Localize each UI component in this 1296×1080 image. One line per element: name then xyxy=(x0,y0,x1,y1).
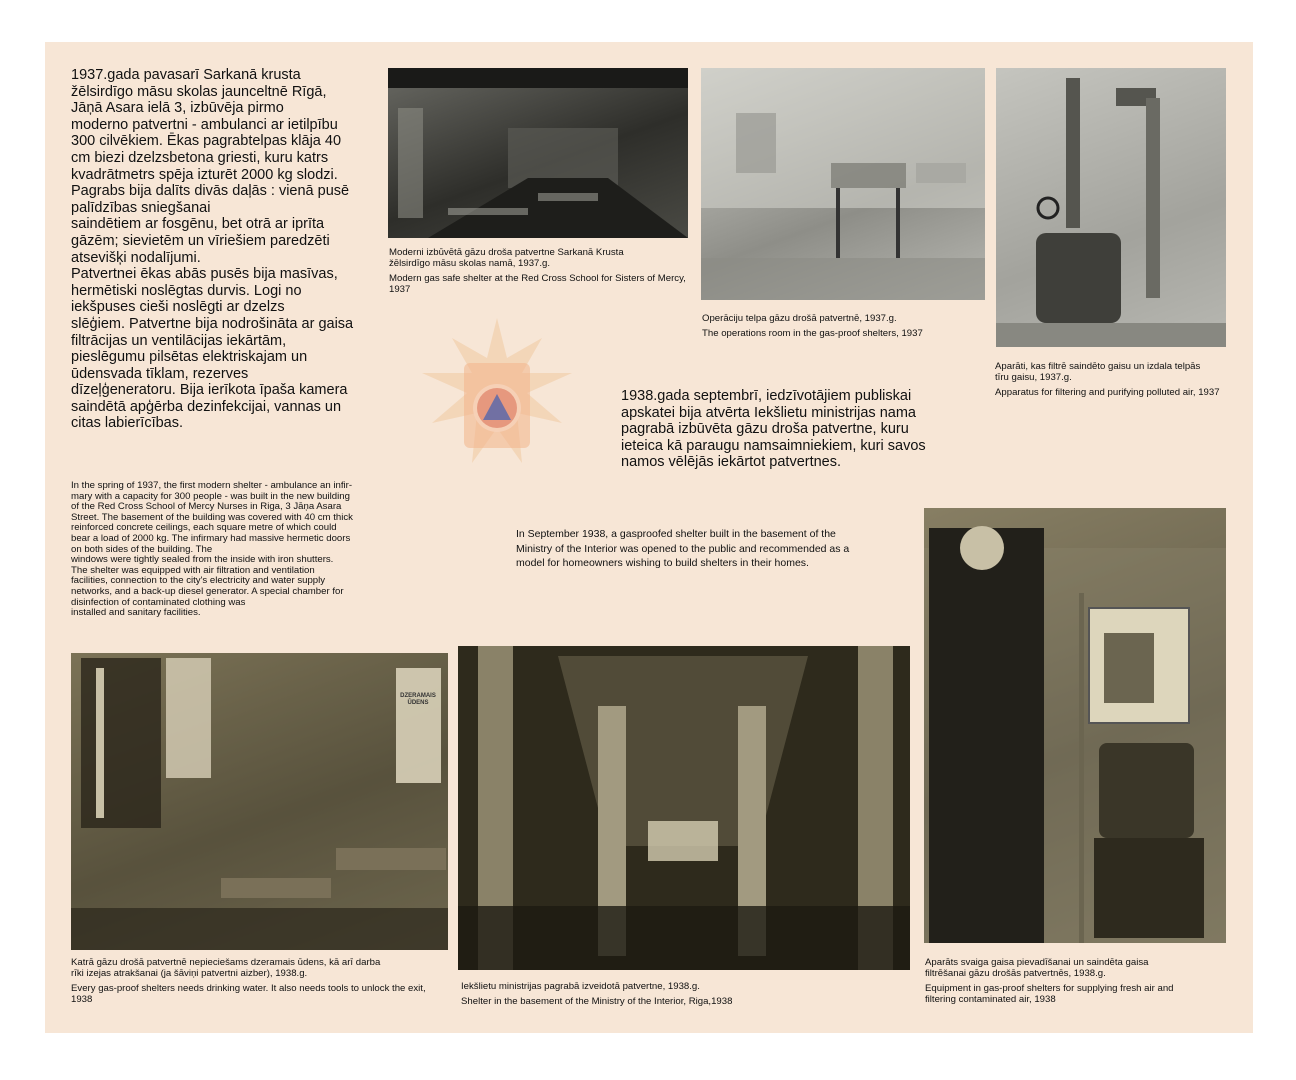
photo-drinking-water-tools xyxy=(71,653,448,950)
photo-shelter-red-cross-school xyxy=(388,68,688,238)
caption-photo2: Operāciju telpa gāzu drošā patvertnē, 1937.g. The operations room in the gas-proof shelters, 1937 xyxy=(702,313,923,339)
photo-ministry-shelter-corridor xyxy=(458,646,910,970)
intro-text-lv: 1937.gada pavasarī Sarkanā krusta žēlsirdīgo māsu skolas jaunceltnē Rīgā, Jāņā Asara ielā 3, izbūvēja pirmo moderno patvertni - ambulanci ar ietilpību 300 cilvēkiem. Ēkas pagrabtelpas klāja 40 cm biezi dzelzsbetona griesti, kuru katrs kvadrātmetrs spēja izturēt 2000 kg slodzi. Pagrabs bija dalīts divās daļās : vienā pusē palīdzības sniegšanai saindētiem ar fosgēnu, bet otrā ar iprīta gāzēm; sievietēm un vīriešiem paredzēti atsevišķi nodalījumi. Patvertnei ēkas abās pusēs bija masīvas, hermētiski noslēgtas durvis. Logi no iekšpuses cieši noslēgti ar dzelzs slēģiem. Patvertne bija nodrošināta ar gaisa filtrācijas un ventilācijas iekārtām, pieslēgumu pilsētas elektriskajam un ūdensvada tīklam, rezerves dīzeļģeneratoru. Bija ierīkota īpaša kamera saindētā apģērba dezinfekcijai, vannas un citas labierīcības. xyxy=(71,67,354,432)
caption-photo6: Aparāts svaiga gaisa pievadīšanai un saindēta gaisa filtrēšanai gāzu drošās patvertnēs, 1938.g. Equipment in gas-proof shelters for supplying fresh air and filtering contaminated air, 1938 xyxy=(925,957,1174,1005)
caption-photo3: Aparāti, kas filtrē saindēto gaisu un izdala telpās tīru gaisu, 1937.g. Apparatus for filtering and purifying polluted air, 1937 xyxy=(995,361,1220,398)
photo-air-filter-apparatus xyxy=(996,68,1226,347)
intro-text-en: In the spring of 1937, the first modern shelter - ambulance an infir- mary with a capacity for 300 people - was built in the new building of the Red Cross School of Mercy Nurses in Riga, 3 Jāņa Asara Street. The basement of the building was covered with 40 cm thick reinforced concrete ceilings, each square metre of which could bear a load of 2000 kg. The infirmary had massive hermetic doors on both sides of the building. The windows were tightly sealed from the inside with iron shutters. The shelter was equipped with air filtration and ventilation facilities, connection to the city's electricity and water supply networks, and a back-up diesel generator. A special chamber for disinfection of contaminated clothing was installed and sanitary facilities. xyxy=(71,480,353,619)
section-1938-text-en: In September 1938, a gasproofed shelter built in the basement of the Ministry of the Interior was opened to the public and recommended as a model for homeowners wishing to build shelters in their homes. xyxy=(516,528,850,569)
sign-drinking-water: DZERAMAIS ŪDENS xyxy=(400,693,436,706)
caption-photo4: Katrā gāzu drošā patvertnē nepieciešams dzeramais ūdens, kā arī darba rīki izejas atrakšanai (ja šāviņi patvertni aizber), 1938.g. Every gas-proof shelters needs drinking water. It also needs tools to unlock the exit, 1938 xyxy=(71,957,426,1005)
photo-operations-room xyxy=(701,68,985,300)
caption-photo1: Moderni izbūvētā gāzu droša patvertne Sarkanā Krusta žēlsirdīgo māsu skolas namā, 1937.g. Modern gas safe shelter at the Red Cross School for Sisters of Mercy, 1937 xyxy=(389,247,686,295)
section-1938-text-lv: 1938.gada septembrī, iedzīvotājiem publiskai apskatei bija atvērta Iekšlietu ministrijas nama pagrabā izbūvēta gāzu droša patvertne, kuru ieteica kā paraugu namsaimniekiem, kuri savos namos vēlējās iekārtot patvertnes. xyxy=(621,388,926,471)
civil-defense-emblem-icon xyxy=(412,318,582,483)
photo-fresh-air-apparatus xyxy=(924,508,1226,943)
caption-photo5: Iekšlietu ministrijas pagrabā izveidotā patvertne, 1938.g. Shelter in the basement of the Ministry of the Interior, Riga,1938 xyxy=(461,981,733,1007)
